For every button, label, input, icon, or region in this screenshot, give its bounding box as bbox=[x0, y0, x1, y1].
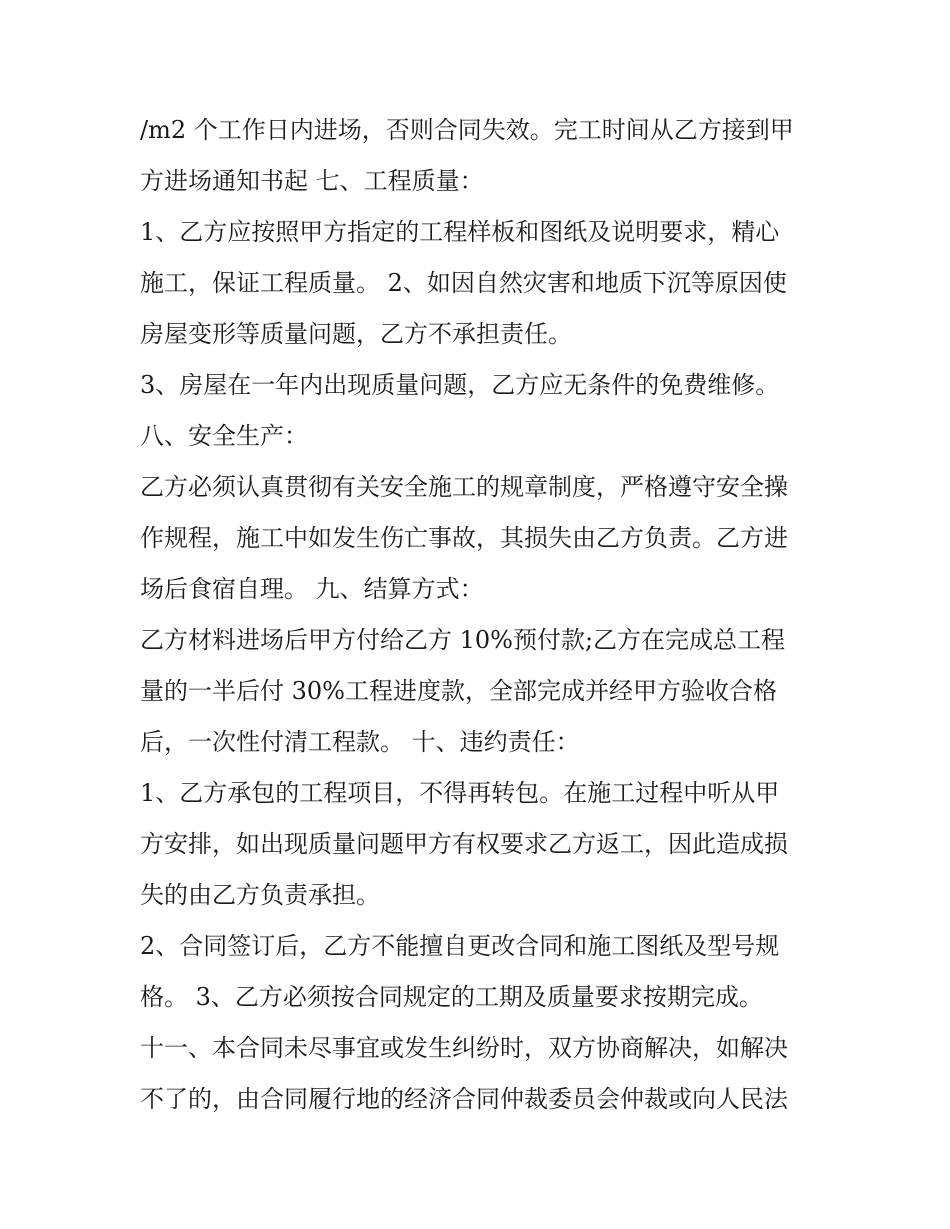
text-line: 场后食宿自理。 九、结算方式： bbox=[140, 575, 484, 603]
contract-text bbox=[140, 105, 830, 1125]
text-line: 3、房屋在一年内出现质量问题，乙方应无条件的免费维修。 bbox=[140, 371, 780, 399]
text-line: 方进场通知书起 七、工程质量： bbox=[140, 167, 484, 195]
text-line: 不了的，由合同履行地的经济合同仲裁委员会仲裁或向人民法 bbox=[140, 1085, 788, 1113]
text-line: 乙方必须认真贯彻有关安全施工的规章制度，严格遵守安全操 bbox=[140, 473, 788, 501]
text-line: 方安排，如出现质量问题甲方有权要求乙方返工，因此造成损 bbox=[140, 830, 788, 858]
text-line: 1、乙方应按照甲方指定的工程样板和图纸及说明要求，精心 bbox=[140, 218, 780, 246]
text-line: 作规程，施工中如发生伤亡事故，其损失由乙方负责。乙方进 bbox=[140, 524, 788, 552]
text-line: 后，一次性付清工程款。 十、违约责任： bbox=[140, 728, 580, 756]
text-line: 施工，保证工程质量。 2、如因自然灾害和地质下沉等原因使 bbox=[140, 269, 787, 297]
text-line: /m2 个工作日内进场，否则合同失效。完工时间从乙方接到甲 bbox=[140, 116, 794, 144]
text-line: 房屋变形等质量问题，乙方不承担责任。 bbox=[140, 320, 572, 348]
text-line: 2、合同签订后，乙方不能擅自更改合同和施工图纸及型号规 bbox=[140, 932, 780, 960]
section-heading: 八、安全生产： bbox=[140, 422, 308, 450]
text-line: 十一、本合同未尽事宜或发生纠纷时，双方协商解决，如解决 bbox=[140, 1034, 788, 1062]
text-line: 格。 3、乙方必须按合同规定的工期及质量要求按期完成。 bbox=[140, 983, 763, 1011]
text-line: 1、乙方承包的工程项目，不得再转包。在施工过程中听从甲 bbox=[140, 779, 780, 807]
text-line: 量的一半后付 30%工程进度款，全部完成并经甲方验收合格 bbox=[140, 677, 777, 705]
text-line: 乙方材料进场后甲方付给乙方 10%预付款;乙方在完成总工程 bbox=[140, 626, 786, 654]
text-line: 失的由乙方负责承担。 bbox=[140, 881, 380, 909]
